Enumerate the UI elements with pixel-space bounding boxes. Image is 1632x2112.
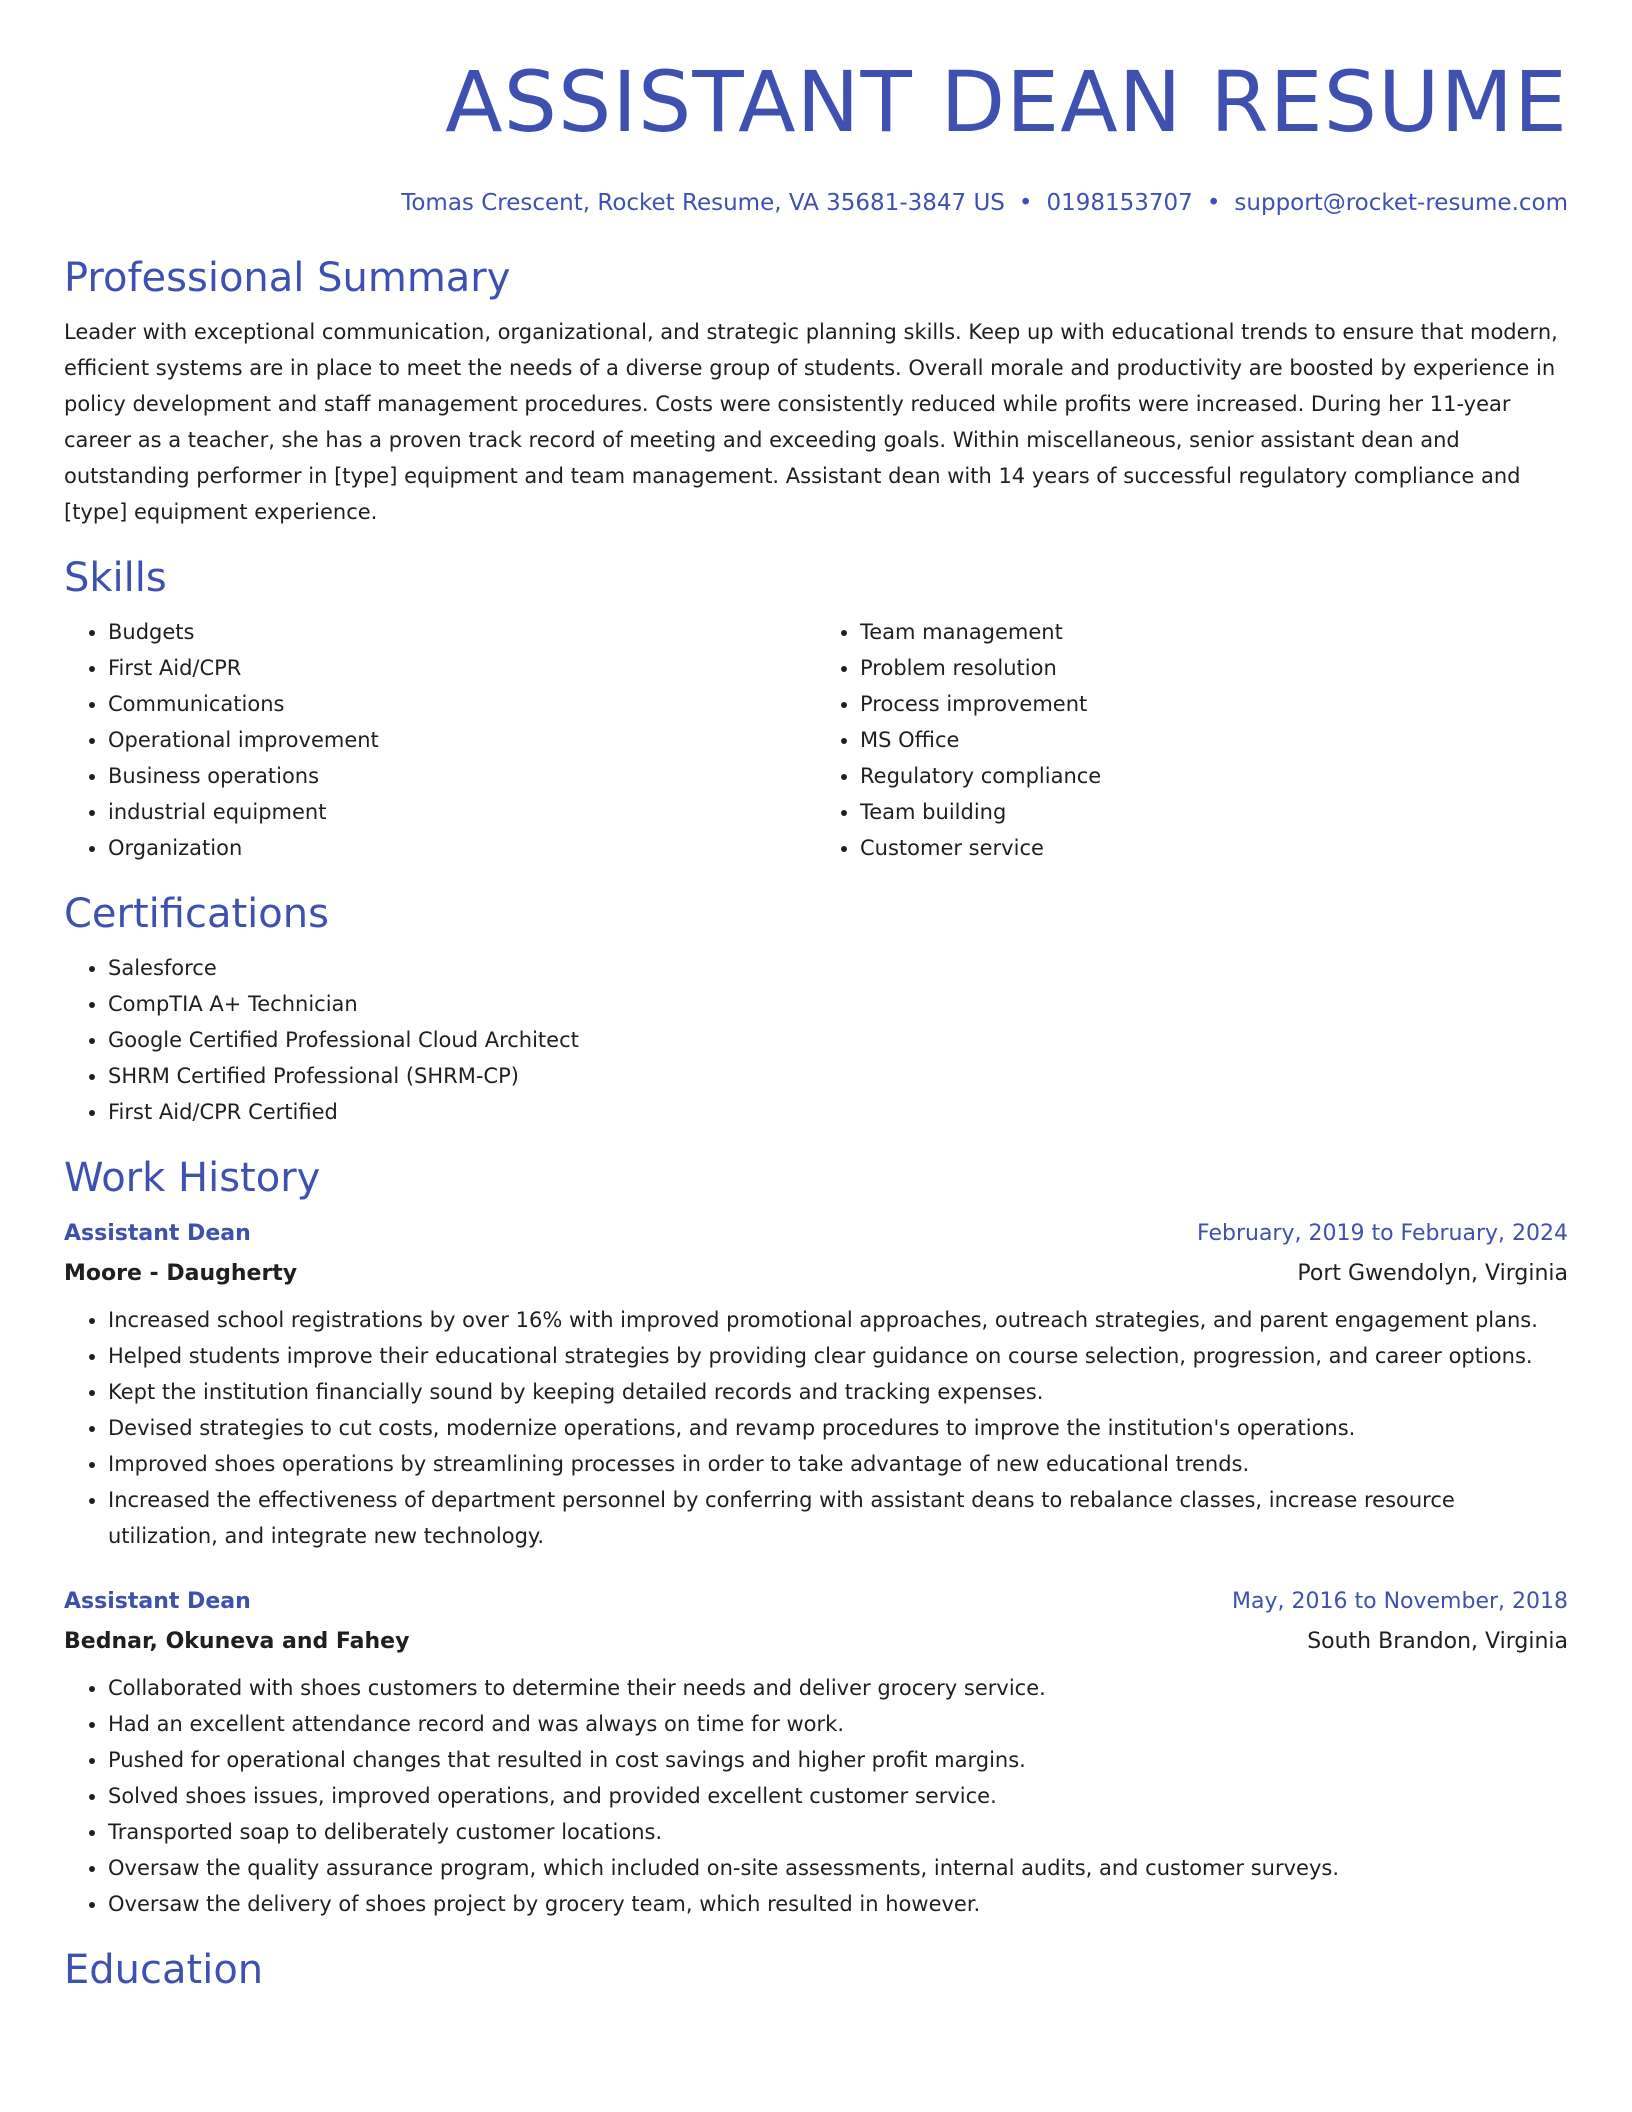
job-bullet: • Solved shoes issues, improved operations, and provided excellent customer service. [108, 1778, 1568, 1814]
summary-text: Leader with exceptional communication, organizational, and strategic planning skills. Keep up with educational trends to ensure that modern, efficient systems are in place to meet the needs of a diverse group of students. Overall morale and productivity are boosted by experience in policy development and staff management procedures. Costs were consistently reduced while profits were increased. During her 11-year career as a teacher, she has a proven track record of meeting and exceeding goals. Within miscellaneous, senior assistant dean and outstanding performer in [type] equipment and team management. Assistant dean with 14 years of successful regulatory compliance and [type] equipment experience. [64, 320, 1558, 524]
job-title: Assistant Dean [64, 1221, 251, 1246]
certification-item: • Salesforce [108, 950, 1568, 986]
job-title: Assistant Dean [64, 1589, 251, 1614]
job-entry [64, 1214, 1568, 1554]
job-bullets [64, 1670, 1568, 1922]
contact-address: Tomas Crescent, Rocket Resume, VA 35681-3847 US [401, 190, 1005, 216]
job-company: Bednar, Okuneva and Fahey [64, 1629, 410, 1654]
job-entry [64, 1582, 1568, 1922]
certifications-list [64, 950, 1568, 1130]
job-header [64, 1582, 1568, 1622]
job-location: South Brandon, Virginia [1307, 1629, 1568, 1654]
skills-heading: Skills [64, 555, 167, 601]
job-company: Moore - Daugherty [64, 1261, 298, 1286]
job-bullet: • Devised strategies to cut costs, modernize operations, and revamp procedures to improve the institution's operations. [108, 1410, 1568, 1446]
skill-item: • Operational improvement [108, 722, 816, 758]
skill-item: • Process improvement [860, 686, 1568, 722]
job-bullet: • Oversaw the delivery of shoes project by grocery team, which resulted in however. [108, 1886, 1568, 1922]
job-bullet: • Had an excellent attendance record and was always on time for work. [108, 1706, 1568, 1742]
certifications-heading: Certifications [64, 891, 329, 937]
skill-item: • MS Office [860, 722, 1568, 758]
skill-item: • Customer service [860, 830, 1568, 866]
skill-item: • industrial equipment [108, 794, 816, 830]
job-bullets [64, 1302, 1568, 1554]
job-location: Port Gwendolyn, Virginia [1297, 1261, 1568, 1286]
job-dates: February, 2019 to February, 2024 [1197, 1221, 1568, 1246]
certifications-section [64, 890, 1568, 1130]
contact-separator: • [1018, 190, 1033, 216]
work-history-heading: Work History [64, 1155, 321, 1201]
job-bullet: • Increased school registrations by over 16% with improved promotional approaches, outreach strategies, and parent engagement plans. [108, 1302, 1568, 1338]
skills-list-left [64, 614, 816, 866]
job-bullet: • Pushed for operational changes that resulted in cost savings and higher profit margins. [108, 1742, 1568, 1778]
skill-item: • Business operations [108, 758, 816, 794]
skill-item: • Team management [860, 614, 1568, 650]
certification-item: • SHRM Certified Professional (SHRM-CP) [108, 1058, 1568, 1094]
education-section [64, 1946, 1568, 1994]
skills-columns [64, 614, 1568, 866]
skill-item: • Problem resolution [860, 650, 1568, 686]
skills-list-right [816, 614, 1568, 866]
job-header [64, 1214, 1568, 1254]
summary-section [64, 254, 1568, 530]
job-subheader [64, 1254, 1568, 1294]
summary-heading: Professional Summary [64, 255, 511, 301]
job-dates: May, 2016 to November, 2018 [1232, 1589, 1568, 1614]
job-bullet: • Helped students improve their educational strategies by providing clear guidance on course selection, progression, and career options. [108, 1338, 1568, 1374]
job-bullet: • Increased the effectiveness of department personnel by conferring with assistant deans to rebalance classes, increase resource utilization, and integrate new technology. [108, 1482, 1568, 1554]
skill-item: • Organization [108, 830, 816, 866]
job-bullet: • Improved shoes operations by streamlining processes in order to take advantage of new educational trends. [108, 1446, 1568, 1482]
contact-email: support@rocket-resume.com [1234, 190, 1568, 216]
work-history-section [64, 1154, 1568, 1922]
contact-separator: • [1206, 190, 1221, 216]
certification-item: • First Aid/CPR Certified [108, 1094, 1568, 1130]
job-bullet: • Collaborated with shoes customers to determine their needs and deliver grocery service. [108, 1670, 1568, 1706]
certification-item: • Google Certified Professional Cloud Architect [108, 1022, 1568, 1058]
job-bullet: • Kept the institution financially sound by keeping detailed records and tracking expenses. [108, 1374, 1568, 1410]
skill-item: • First Aid/CPR [108, 650, 816, 686]
resume-title: ASSISTANT DEAN RESUME [445, 53, 1568, 151]
skill-item: • Team building [860, 794, 1568, 830]
certification-item: • CompTIA A+ Technician [108, 986, 1568, 1022]
skill-item: • Communications [108, 686, 816, 722]
skill-item: • Regulatory compliance [860, 758, 1568, 794]
job-bullet: • Oversaw the quality assurance program, which included on-site assessments, internal audits, and customer surveys. [108, 1850, 1568, 1886]
contact-phone: 0198153707 [1046, 190, 1193, 216]
skill-item: • Budgets [108, 614, 816, 650]
job-subheader [64, 1622, 1568, 1662]
skills-section [64, 554, 1568, 866]
education-heading: Education [64, 1947, 264, 1993]
job-bullet: • Transported soap to deliberately customer locations. [108, 1814, 1568, 1850]
contact-line [64, 188, 1568, 218]
